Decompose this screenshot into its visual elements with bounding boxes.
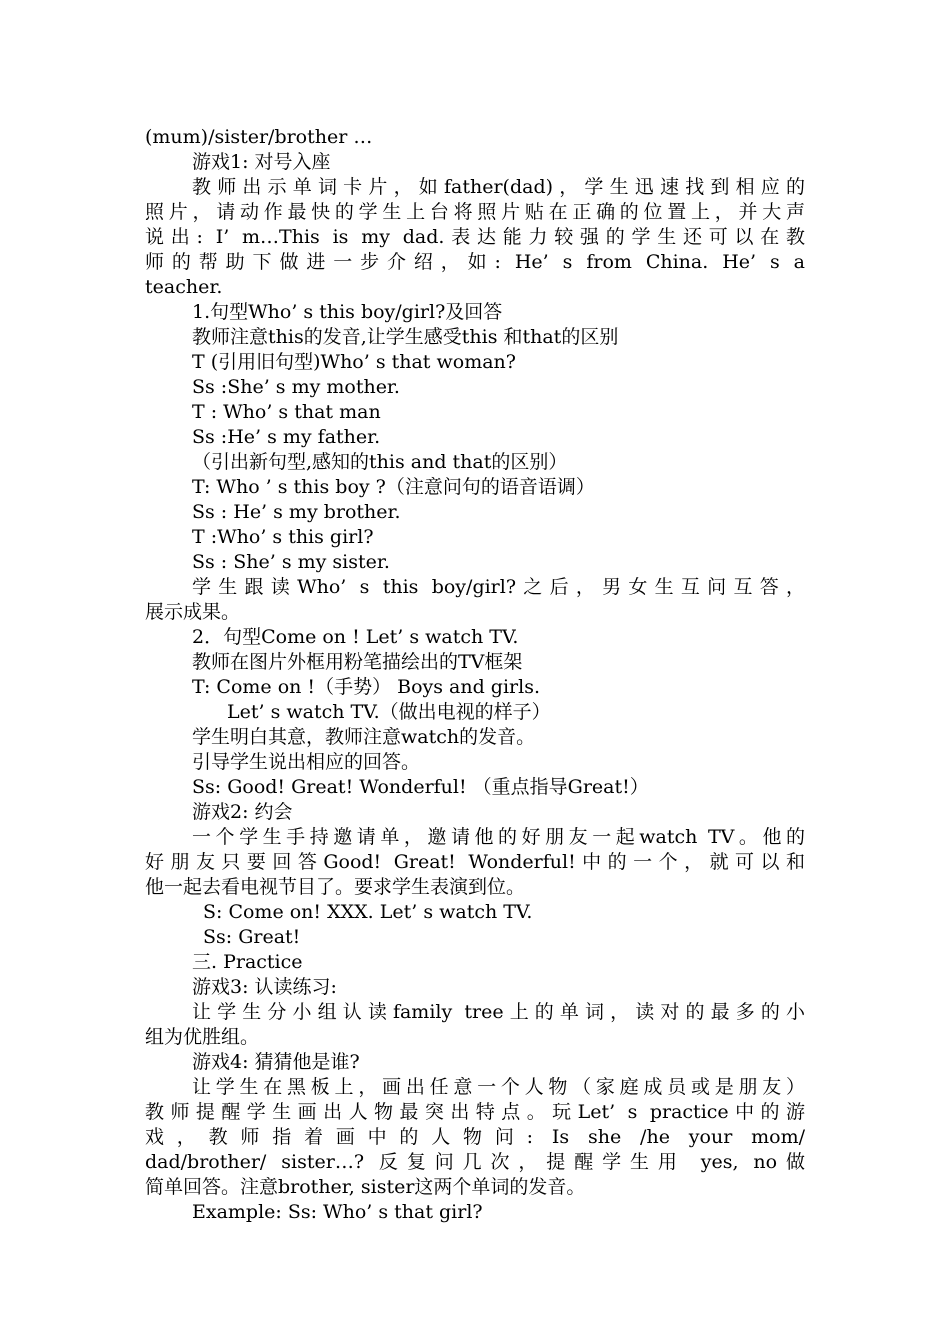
dialogue-line: T: Come on !（手势） Boys and girls.	[192, 676, 540, 698]
text-line: 说出: I’ m…This is my dad.表达能力较强的学生还可以在教	[145, 226, 805, 248]
text-line: 师的帮助下做进一步介绍，如: He’ s from China. He’ s a	[145, 251, 805, 273]
text-line: 学生跟读Who’ s this boy/girl?之后，男女生互问互答，	[192, 576, 805, 598]
section-heading: 三. Practice	[192, 951, 303, 973]
text-line: dad/brother/ sister…? 反复问几次，提醒学生用 yes, no做	[145, 1151, 805, 1173]
dialogue-line: T (引用旧句型)Who’ s that woman?	[192, 351, 516, 373]
dialogue-line: Ss: Good! Great! Wonderful! （重点指导Great!）	[192, 776, 649, 798]
text-line: 教师在图片外框用粉笔描绘出的TV框架	[192, 651, 523, 673]
dialogue-line: Ss :He’ s my father.	[192, 426, 381, 448]
section-heading: 2．句型Come on ! Let’ s watch TV.	[192, 626, 519, 648]
text-line: 游戏1: 对号入座	[192, 151, 331, 173]
section-heading: 游戏4: 猜猜他是谁?	[192, 1051, 360, 1073]
text-line: 他一起去看电视节目了。要求学生表演到位。	[145, 876, 526, 898]
text-line: 照片，请动作最快的学生上台将照片贴在正确的位置上，并大声	[145, 201, 805, 223]
text-line: 让学生在黑板上，画出任意一个人物（家庭成员或是朋友）	[192, 1076, 805, 1098]
dialogue-line: Ss :She’ s my mother.	[192, 376, 400, 398]
text-line: 戏，教师指着画中的人物问: Is she /he your mom/	[145, 1126, 805, 1148]
text-line: 教师出示单词卡片，如father(dad)，学生迅速找到相应的	[192, 176, 805, 198]
text-line: 组为优胜组。	[145, 1026, 260, 1048]
section-heading: 游戏3: 认读练习:	[192, 976, 337, 998]
text-line: 学生明白其意，教师注意watch的发音。	[192, 726, 536, 748]
dialogue-line: Example: Ss: Who’ s that girl?	[192, 1201, 483, 1223]
dialogue-line: S: Come on! XXX. Let’ s watch TV.	[203, 901, 533, 923]
text-line: 展示成果。	[145, 601, 241, 623]
text-line: （引出新句型,感知的this and that的区别）	[192, 451, 568, 473]
text-line: 一个学生手持邀请单，邀请他的好朋友一起watch TV。他的	[192, 826, 805, 848]
dialogue-line: Ss: Great!	[203, 926, 301, 948]
dialogue-line: Let’ s watch TV.（做出电视的样子）	[227, 701, 551, 723]
section-heading: 1.句型Who’ s this boy/girl?及回答	[192, 301, 503, 323]
text-line: 简单回答。注意brother, sister这两个单词的发音。	[145, 1176, 586, 1198]
dialogue-line: Ss : He’ s my brother.	[192, 501, 401, 523]
text-line: teacher.	[145, 276, 223, 298]
text-line: (mum)/sister/brother …	[145, 126, 373, 148]
dialogue-line: T : Who’ s that man	[192, 401, 381, 423]
dialogue-line: T: Who ’ s this boy ?（注意问句的语音语调）	[192, 476, 595, 498]
dialogue-line: Ss : She’ s my sister.	[192, 551, 390, 573]
text-line: 让学生分小组认读family tree上的单词，读对的最多的小	[192, 1001, 805, 1023]
text-line: 好朋友只要回答Good! Great! Wonderful!中的一个，就可以和	[145, 851, 805, 873]
text-line: 教师提醒学生画出人物最突出特点。玩Let’ s practice中的游	[145, 1101, 805, 1123]
text-line: 教师注意this的发音,让学生感受this 和that的区别	[192, 326, 619, 348]
section-heading: 游戏2: 约会	[192, 801, 293, 823]
dialogue-line: T :Who’ s this girl?	[192, 526, 374, 548]
text-line: 引导学生说出相应的回答。	[192, 751, 421, 773]
